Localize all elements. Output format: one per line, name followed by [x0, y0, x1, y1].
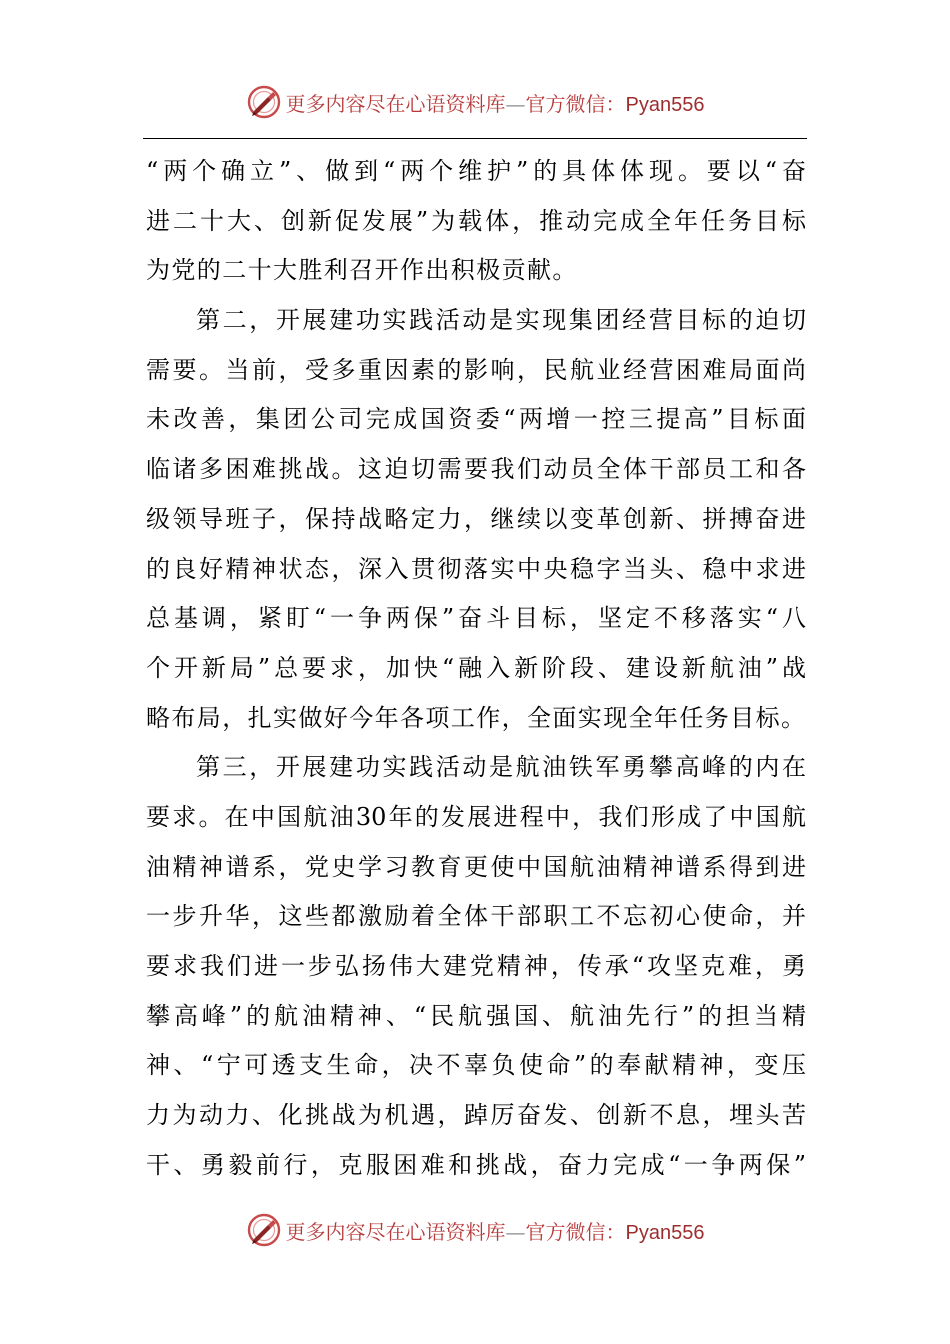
text-line: 需要。当前，受多重因素的影响，民航业经营困难局面尚 [146, 355, 806, 384]
brand-logo-icon [246, 84, 282, 120]
text-line: 要求我们进一步弘扬伟大建党精神，传承“攻坚克难，勇 [146, 952, 806, 980]
text-line: 干、勇毅前行，克服困难和挑战，奋力完成“一争两保” [146, 1150, 806, 1179]
paragraph-first-line: 第三，开展建功实践活动是航油铁军勇攀高峰的内在 [196, 753, 806, 782]
paragraph-first-line: 第二，开展建功实践活动是实现集团经营目标的迫切 [196, 306, 806, 335]
text-line: 油精神谱系，党史学习教育更使中国航油精神谱系得到进 [146, 852, 806, 881]
text-line: 为党的二十大胜利召开作出积极贡献。 [146, 256, 578, 285]
text-line: 神、“宁可透支生命，决不辜负使命”的奉献精神，变压 [146, 1051, 806, 1080]
banner-wechat-id: Pyan556 [625, 1221, 705, 1244]
text-line: 的良好精神状态，深入贯彻落实中央稳字当头、稳中求进 [146, 554, 806, 583]
text-line: “两个确立”、做到“两个维护”的具体体现。要以“奋 [146, 157, 806, 185]
text-line: 个开新局”总要求，加快“融入新阶段、建设新航油”战 [146, 653, 806, 682]
text-line: 一步升华，这些都激励着全体干部职工不忘初心使命，并 [146, 902, 806, 931]
text-line: 未改善，集团公司完成国资委“两增一控三提高”目标面 [146, 405, 806, 434]
text-line: 略布局，扎实做好今年各项工作，全面实现全年任务目标。 [146, 703, 807, 732]
footer-banner [0, 1208, 950, 1252]
text-line: 进二十大、创新促发展”为载体，推动完成全年任务目标 [146, 206, 806, 235]
banner-separator: — [505, 91, 526, 116]
text-line: 要求。在中国航油30年的发展进程中，我们形成了中国航 [146, 802, 806, 831]
text-line: 攀高峰”的航油精神、“民航强国、航油先行”的担当精 [146, 1001, 806, 1030]
banner-wechat-label: 官方微信： [525, 91, 626, 116]
banner-text [286, 88, 705, 117]
text-line: 级领导班子，保持战略定力，继续以变革创新、拼搏奋进 [146, 504, 806, 533]
text-line: 总基调，紧盯“一争两保”奋斗目标，坚定不移落实“八 [146, 604, 806, 633]
brand-logo-icon [246, 1212, 282, 1248]
banner-main-text: 更多内容尽在心语资料库 [285, 91, 506, 116]
banner-wechat-id: Pyan556 [625, 93, 705, 116]
text-line: 力为动力、化挑战为机遇，踔厉奋发、创新不息，埋头苦 [146, 1101, 806, 1130]
document-body [146, 147, 806, 1190]
header-divider [143, 138, 807, 139]
banner-separator: — [505, 1219, 526, 1244]
banner-wechat-label: 官方微信： [525, 1219, 626, 1244]
header-banner [0, 80, 950, 124]
banner-text [286, 1216, 705, 1245]
text-line: 临诸多困难挑战。这迫切需要我们动员全体干部员工和各 [146, 455, 806, 484]
banner-main-text: 更多内容尽在心语资料库 [285, 1219, 506, 1244]
